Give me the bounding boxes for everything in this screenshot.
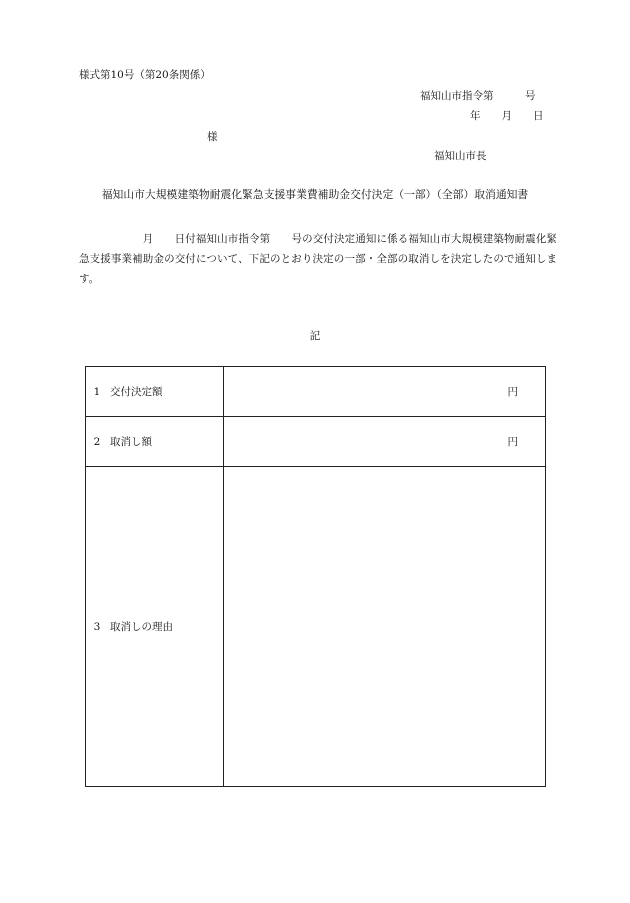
row-number: 1	[86, 367, 109, 417]
addressee-honorific: 様	[207, 131, 218, 143]
date-line: 年 月 日	[470, 110, 544, 122]
table-row	[86, 467, 546, 787]
notice-body-text: 月 日付福知山市指令第 号の交付決定通知に係る福知山市大規模建築物耐震化緊急支援事業補助金の交付について、下記のとおり決定の一部・全部の取消しを決定したので通知します。	[79, 233, 557, 285]
row-number: 3	[86, 467, 109, 787]
row-value: 円	[224, 367, 546, 417]
document-title: 福知山市大規模建築物耐震化緊急支援事業費補助金交付決定（一部）（全部）取消通知書	[101, 188, 529, 201]
row-value: 円	[224, 417, 546, 467]
details-table	[85, 366, 546, 787]
row-label: 取消しの理由	[108, 467, 224, 787]
issuer-name: 福知山市長	[434, 150, 487, 162]
form-number: 様式第10号（第20条関係）	[79, 69, 211, 81]
ki-heading: 記	[309, 330, 321, 342]
document-number: 福知山市指令第 号	[420, 90, 536, 102]
row-label: 交付決定額	[108, 367, 224, 417]
row-label: 取消し額	[108, 417, 224, 467]
row-number: 2	[86, 417, 109, 467]
table-row	[86, 367, 546, 417]
row-value	[224, 467, 546, 787]
table-row	[86, 417, 546, 467]
